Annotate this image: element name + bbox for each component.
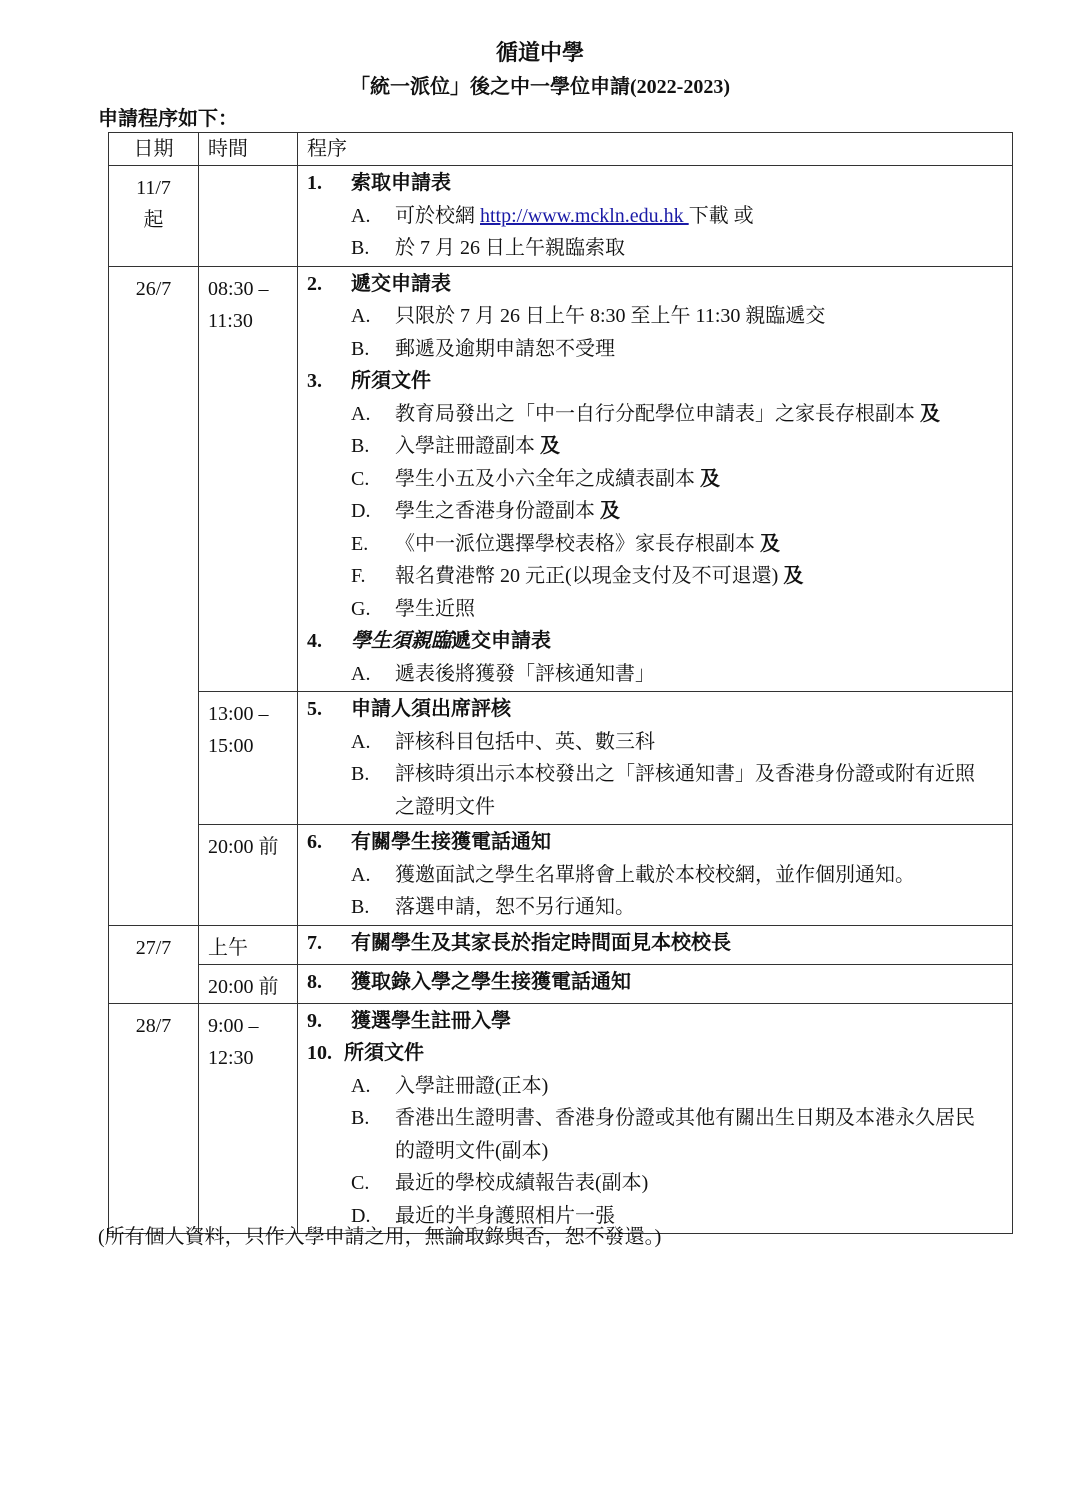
time-start: 9:00 – (208, 1014, 259, 1037)
intro-label: 申請程序如下： (98, 108, 238, 130)
time-cell (199, 692, 298, 825)
step-heading (298, 625, 1012, 658)
date-text: 28/7 (135, 1014, 172, 1037)
step-heading (298, 1005, 1012, 1038)
table-row (109, 964, 1013, 1003)
table-row (109, 925, 1013, 964)
sub-text (395, 300, 1012, 333)
step-heading (298, 268, 1012, 301)
step-heading (298, 693, 1012, 726)
sub-text-body: 最近的學校成績報告表(副本) (395, 1172, 649, 1194)
sub-item (298, 398, 1012, 431)
table-row (109, 266, 1013, 692)
step-number: 6. (307, 831, 322, 853)
sub-text-body: 學生近照 (395, 597, 475, 620)
sub-text-body: 於 7 月 26 日上午親臨索取 (395, 237, 625, 259)
sub-letter: A. (351, 730, 371, 753)
time-cell (199, 825, 298, 926)
step-number: 2. (307, 272, 322, 295)
date-text: 26/7 (135, 277, 172, 300)
step-number: 10. (307, 1042, 332, 1064)
step-title (351, 625, 1012, 658)
step-title-text: 所須文件 (351, 370, 431, 392)
sub-text (395, 430, 1012, 463)
sub-letter: G. (351, 597, 371, 620)
procedure-cell (298, 1003, 1013, 1234)
time-cell (199, 266, 298, 692)
step-number: 9. (307, 1009, 322, 1032)
time-start: 上午 (208, 936, 248, 959)
sub-letter: A. (351, 662, 371, 685)
date-cell (109, 925, 199, 1003)
procedure-cell (298, 266, 1013, 692)
sub-text-body: 報名費港幣 20 元正(以現金支付及不可退還) (395, 565, 784, 587)
step-heading (298, 927, 1012, 960)
sub-text (395, 463, 1012, 496)
sub-letter: D. (351, 500, 371, 522)
sub-text (395, 1070, 1012, 1103)
time-cell (199, 166, 298, 267)
step-title (351, 365, 1012, 398)
step-title-text: 遞交申請表 (351, 272, 451, 295)
step-heading (298, 1037, 1012, 1070)
sub-text (395, 859, 1012, 892)
sub-text-before: 可於校網 (395, 204, 480, 227)
document-title: 「統一派位」後之中一學位申請(2022-2023) (350, 76, 730, 98)
date-cell (109, 266, 199, 925)
sub-text-body: 評核時須出示本校發出之「評核通知書」及香港身份證或附有近照之證明文件 (395, 763, 975, 818)
step-title (351, 826, 1012, 859)
sub-item (298, 758, 1012, 823)
step-number: 5. (307, 698, 322, 720)
sub-letter: F. (351, 565, 366, 587)
procedure-cell (298, 692, 1013, 825)
time-cell (199, 964, 298, 1003)
sub-text-body: 香港出生證明書、香港身份證或其他有關出生日期及本港永久居民的證明文件(副本) (395, 1107, 975, 1162)
sub-item (298, 593, 1012, 626)
sub-item (298, 232, 1012, 265)
sub-text-body: 入學註冊證副本 (395, 435, 540, 457)
sub-text (395, 528, 1012, 561)
sub-text-body: 入學註冊證(正本) (395, 1074, 549, 1097)
time-start: 13:00 – (208, 703, 269, 725)
step-title (351, 966, 1012, 999)
sub-text (395, 232, 1012, 265)
sub-text-body: 《中一派位選擇學校表格》家長存根副本 (395, 532, 760, 555)
step-heading (298, 966, 1012, 999)
procedure-cell (298, 964, 1013, 1003)
sub-letter: D. (351, 1204, 371, 1227)
time-end: 15:00 (208, 735, 254, 757)
sub-item (298, 658, 1012, 691)
step-heading (298, 826, 1012, 859)
procedure-table (108, 132, 1013, 1234)
step-title (351, 268, 1012, 301)
sub-text (395, 1167, 1012, 1200)
date-cell (109, 166, 199, 267)
sub-text-body: 學生小五及小六全年之成績表副本 (395, 467, 700, 490)
step-title (344, 1037, 1012, 1070)
table-row (109, 166, 1013, 267)
sub-text (395, 560, 1012, 593)
sub-item (298, 463, 1012, 496)
step-heading (298, 365, 1012, 398)
sub-text (395, 495, 1012, 528)
step-number: 7. (307, 931, 322, 954)
step-title-text: 索取申請表 (351, 172, 451, 194)
table-row (109, 825, 1013, 926)
step-title (351, 927, 1012, 960)
sub-letter: C. (351, 467, 370, 490)
sub-text (395, 1102, 1012, 1167)
step-title-text: 所須文件 (344, 1042, 424, 1064)
step-number: 3. (307, 370, 322, 392)
sub-text-body: 最近的半身護照相片一張 (395, 1204, 615, 1227)
time-end: 11:30 (208, 309, 253, 332)
sub-text (395, 200, 1012, 233)
sub-letter: B. (351, 237, 370, 259)
date-text-suffix: 起 (143, 209, 164, 231)
sub-letter: A. (351, 305, 371, 327)
sub-item (298, 495, 1012, 528)
date-text: 11/7 (136, 177, 171, 199)
header-date: 日期 (109, 133, 199, 166)
sub-item (298, 1102, 1012, 1167)
header-time: 時間 (199, 133, 298, 166)
sub-item (298, 430, 1012, 463)
step-title-text: 有關學生接獲電話通知 (351, 831, 551, 853)
sub-text-body: 郵遞及逾期申請恕不受理 (395, 337, 615, 360)
sub-item (298, 891, 1012, 924)
step-title-text: 有關學生及其家長於指定時間面見本校校長 (351, 931, 731, 954)
table-row (109, 692, 1013, 825)
sub-text (395, 658, 1012, 691)
step-number: 1. (307, 172, 322, 194)
time-start: 20:00 前 (208, 836, 279, 858)
step-title (351, 167, 1012, 200)
sub-text-body: 獲邀面試之學生名單將會上載於本校校網，並作個別通知。 (395, 863, 915, 886)
procedure-cell (298, 925, 1013, 964)
procedure-cell (298, 166, 1013, 267)
sub-letter: B. (351, 337, 370, 360)
date-text: 27/7 (135, 936, 172, 959)
step-title-text: 獲取錄入學之學生接獲電話通知 (351, 970, 631, 993)
date-cell (109, 1003, 199, 1234)
sub-item (298, 859, 1012, 892)
sub-text-body: 學生之香港身份證副本 (395, 500, 600, 522)
and-marker: 及 (700, 467, 720, 490)
sub-item (298, 300, 1012, 333)
table-body (109, 166, 1013, 1234)
sub-text-body: 遞表後將獲發「評核通知書」 (395, 662, 655, 685)
sub-item (298, 560, 1012, 593)
step-title-text: 獲選學生註冊入學 (351, 1009, 511, 1032)
step-number: 8. (307, 970, 322, 993)
header-procedure: 程序 (298, 133, 1013, 166)
step-title-text: 遞交申請表 (451, 630, 551, 652)
privacy-note: (所有個人資料，只作入學申請之用，無論取錄與否，恕不發還。) (98, 1226, 662, 1248)
sub-text-body: 教育局發出之「中一自行分配學位申請表」之家長存根副本 (395, 402, 920, 425)
sub-letter: A. (351, 402, 371, 425)
sub-letter: B. (351, 1107, 370, 1129)
sub-letter: A. (351, 204, 371, 227)
sub-text-body: 只限於 7 月 26 日上午 8:30 至上午 11:30 親臨遞交 (395, 305, 826, 327)
and-marker: 及 (760, 532, 780, 555)
sub-text (395, 333, 1012, 366)
sub-text-body: 評核科目包括中、英、數三科 (395, 730, 655, 753)
sub-text (395, 726, 1012, 759)
sub-letter: A. (351, 863, 371, 886)
sub-letter: B. (351, 435, 370, 457)
step-title (351, 1005, 1012, 1038)
and-marker: 及 (600, 500, 620, 522)
sub-text-after: 下載 或 (688, 204, 754, 227)
and-marker: 及 (540, 435, 560, 457)
sub-item (298, 333, 1012, 366)
table-header-row (109, 133, 1013, 166)
sub-letter: E. (351, 532, 369, 555)
sub-letter: B. (351, 896, 370, 918)
sub-text-body: 落選申請，恕不另行通知。 (395, 896, 635, 918)
and-marker: 及 (920, 402, 940, 425)
step-title (351, 693, 1012, 726)
sub-letter: A. (351, 1074, 371, 1097)
sub-letter: C. (351, 1172, 370, 1194)
step-title-emphasis: 學生須親臨 (351, 630, 451, 652)
time-end: 12:30 (208, 1046, 254, 1069)
sub-item (298, 1070, 1012, 1103)
sub-text (395, 398, 1012, 431)
step-heading (298, 167, 1012, 200)
sub-item (298, 200, 1012, 233)
school-name: 循道中學 (495, 40, 584, 65)
sub-item (298, 1167, 1012, 1200)
sub-letter: B. (351, 763, 370, 785)
time-cell (199, 925, 298, 964)
sub-text (395, 891, 1012, 924)
sub-text (395, 758, 1012, 823)
table-row (109, 1003, 1013, 1234)
step-number: 4. (307, 630, 322, 652)
procedure-cell (298, 825, 1013, 926)
time-start: 20:00 前 (208, 975, 279, 998)
sub-text (395, 593, 1012, 626)
sub-item (298, 726, 1012, 759)
time-cell (199, 1003, 298, 1234)
school-website-link[interactable]: http://www.mckln.edu.hk (480, 204, 689, 227)
time-start: 08:30 – (208, 277, 269, 300)
sub-item (298, 528, 1012, 561)
and-marker: 及 (783, 565, 804, 587)
step-title-text: 申請人須出席評核 (351, 698, 511, 720)
